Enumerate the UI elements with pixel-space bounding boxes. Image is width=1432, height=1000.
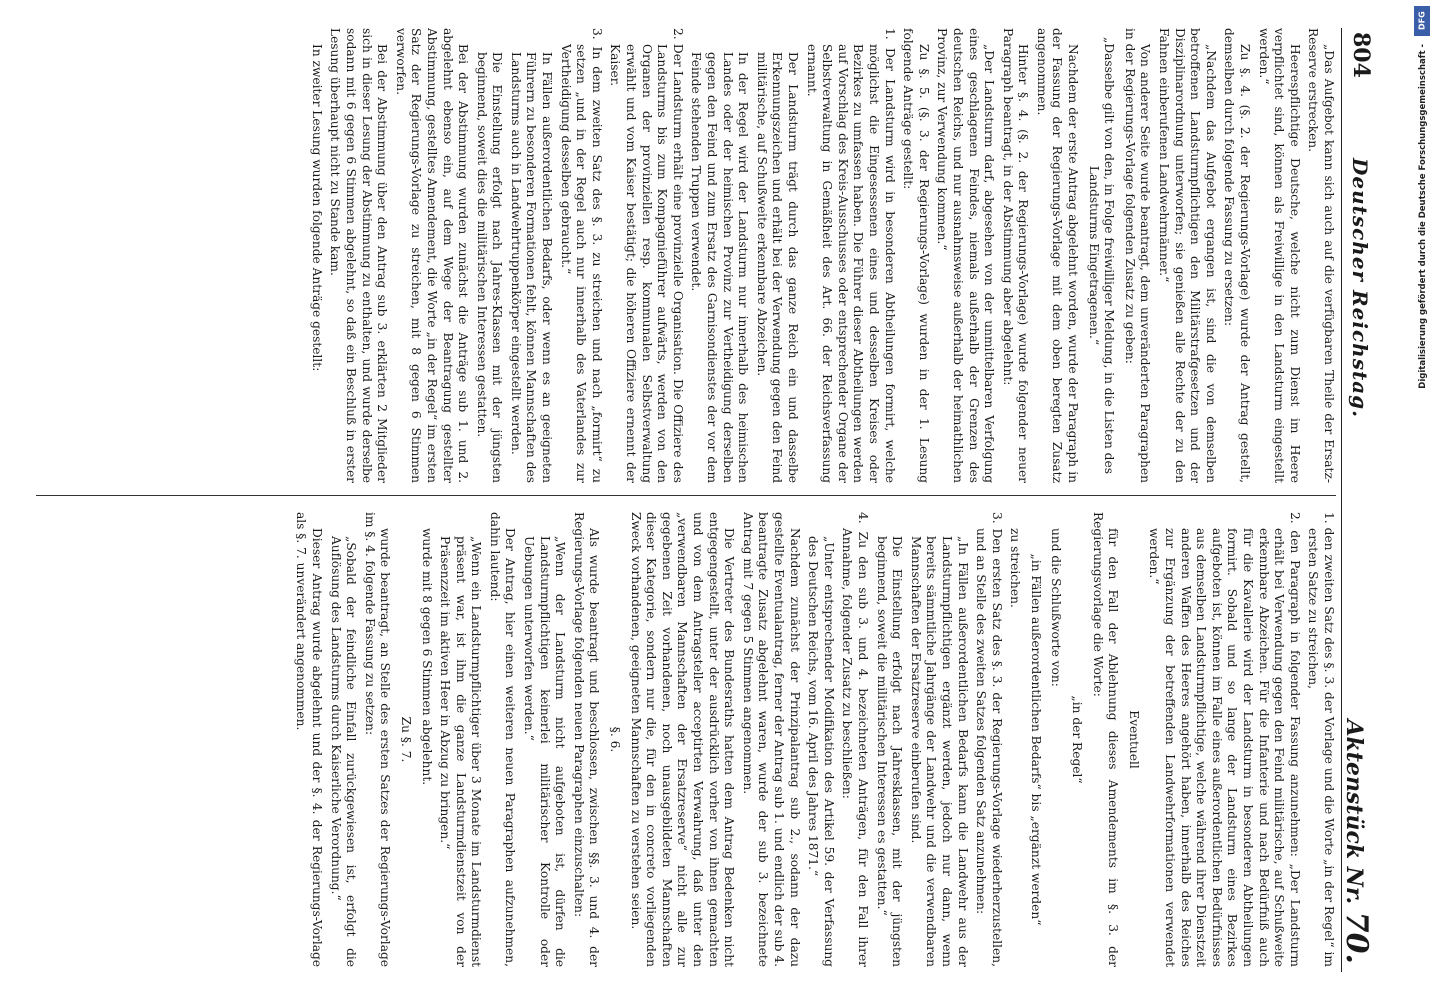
right-column-paragraph: wurde mit 8 gegen 6 Stimmen abgelehnt. [419,528,434,786]
right-column-paragraph: „Unter entsprechender Modifikation des Artikel 59. der Verfassung des Deutschen Reichs, vom 16. April des Jahres 1871.“ [806,536,836,967]
left-column-paragraph: „Das Aufgebot kann sich auch auf die verfügbaren Theile der Ersatz-Reserve erstrecken. [1306,28,1336,483]
left-column-paragraph: 1. Der Landsturm wird in besonderen Abtheilungen formirt, welche möglichst die Eingesessenen eines und desselben Kreises oder Bezirkes zu umfassen haben. Die Führer dieser Abtheilungen werden auf Vorschlag des Kreis-Ausschusses oder entsprechender Organe der Selbstverwaltung in Gemäßheit des Art. 66. der Reichsverfassung ernannt. [804,28,897,483]
right-column-paragraph: für den Fall der Ablehnung dieses Amendements im §. 3. der Regierungsvorlage die Worte: [1090,512,1121,967]
right-column-paragraph: Zu §. 7. [398,716,413,763]
right-column-paragraph: 4. Zu den sub 3. und 4. bezeichneten Anträgen, für den Fall ihrer Annahme, folgender Zusatz zu beschließen: [840,512,870,967]
right-column [36,512,1336,967]
left-column-paragraph: Heerespflichtige Deutsche, welche nicht zum Dienst im Heere verpflichtet sind, können als Freiwillige in den Landsturm eingestellt werden.“ [1256,28,1302,483]
left-column-paragraph: Nachdem der erste Antrag abgelehnt worden, wurde der Paragraph in der Fassung der Regierungs-Vorlage mit dem oben beregten Zusatz angenommen. [1034,28,1081,483]
right-column-paragraph: Eventuell [1126,710,1141,769]
column-divider [36,495,1336,496]
left-column-paragraph: „Dasselbe gilt von den, in Folge freiwilliger Meldung, in die Listen des Landsturms Eingetragenen.“ [1086,37,1117,474]
right-column-paragraph: Die Vertreter des Bundesraths hatten dem Antrag Bedenken nicht entgegengestellt, unter der ausdrücklich vorher von ihnen gemachten und von dem Antragsteller acceptirten Verwahrung, daß unter den „verwendbaren Mannschaften der Ersatzreserve“ nicht alle zur gegebenen Zeit vorhandenen, noch unausgebildeten Mannschaften dieser Kategorie, sondern nur die, für den in concreto vorliegenden Zweck vorhandenen, geeigneten Mannschaften zu verstehen seien. [628,512,737,967]
right-column-paragraph: „Wenn der Landsturm nicht aufgeboten ist, dürfen die Landsturmpflichtigen keinerlei militärischer Kontrolle oder Uebungen unterworfen werden.“ [522,536,568,967]
left-column-paragraph: 2. Der Landsturm erhält eine provinzielle Organisation. Die Offiziere des Landsturms bis zum Kompagnieführer aufwärts, werden von den Organen der provinziellen resp. kommunalen Selbstverwaltung erwählt und vom Kaiser bestätigt; die höheren Offiziere ernennt der Kaiser. [608,28,685,483]
page-number: 804 [1348,32,1374,78]
right-column-paragraph: zu streichen. [1008,528,1023,608]
right-column-paragraph: „in Fällen außerordentlichen Bedarfs“ bis „ergänzt werden“ [1028,553,1043,926]
right-column-paragraph: „Wenn ein Landsturmpflichtiger über 3 Monate im Landsturmdienst präsent war, ist ihm die ganze Landsturmdienstzeit von der Präsenzzeit im aktiven Heer in Abzug zu bringen.“ [438,536,484,967]
right-column-paragraph: Nachdem zunächst der Prinzipalantrag sub 2., sodann der dazu gestellte Eventualantrag, ferner der Antrag sub 1. und endlich der sub 4. beantragte Zusatz abgelehnt waren, wurde der sub 3. bezeichnete Antrag mit 7 gegen 5 Stimmen angenommen. [740,512,802,967]
left-column-paragraph: „Nachdem das Aufgebot ergangen ist, sind die von demselben betroffenen Landsturmpflichtigen den Militärstrafgesetzen und der Disziplinarordnung unterworfen; sie genießen alle Rechte der zu den Fahnen einberufenen Landwehrmänner.“ [1157,28,1218,483]
right-column-paragraph: Als wurde beantragt und beschlossen, zwischen §§. 3. und 4. der Regierungs-Vorlage folgenden neuen Paragraphen einzuschalten: [571,512,602,967]
right-column-paragraph: und die Schlußworte von: [1049,528,1064,687]
right-column-paragraph: Dieser Antrag wurde abgelehnt und der §. 4. der Regierungs-Vorlage als §. 7. unverändert angenommen. [294,512,324,967]
dfg-logo-badge: DFG [1414,6,1430,36]
left-column-paragraph: Hinter §. 4. (§. 2. der Regierungs-Vorlage) wurde folgender neuer Paragraph beantragt, in der Abstimmung aber abgelehnt: [1000,28,1031,483]
right-column-paragraph: „In Fällen außerordentlichen Bedarfs kann die Landwehr aus der Landsturmpflichtigen ergänzt werden, jedoch nur dann, wenn bereits sämmtliche Jahrgänge der Landwehr und die verwendbaren Mannschaften der Ersatzreserve einberufen sind. [908,536,970,967]
right-column-paragraph: „in der Regel“ [1070,695,1085,784]
publication-title: Deutscher Reichstag. [1348,158,1372,419]
right-column-paragraph: 1. den zweiten Satz des §. 3. der Vorlage und die Worte „in der Regel“ im ersten Satze zu streichen, [1306,512,1336,967]
left-column-paragraph: Von anderer Seite wurde beantragt, dem unveränderten Paragraphen in der Regierungs-Vorlage folgenden Zusatz zu geben: [1122,28,1153,483]
right-column-paragraph: „Sobald der feindliche Einfall zurückgewiesen ist, erfolgt die Auflösung des Landsturms durch Kaiserliche Verordnung.“ [328,536,359,967]
left-column-paragraph: Der Landsturm trägt durch das ganze Reich ein und dasselbe Erkennungszeichen und erhält bei der Verwendung gegen den Feind militärische, auf Schußweite erkennbare Abzeichen. [754,52,800,483]
left-column-paragraph: 3. In dem zweiten Satz des §. 3. zu streichen und nach „formirt“ zu setzen „und in der Regel auch nur innerhalb des Vaterlandes zur Vertheidigung desselben gebraucht.“ [558,28,604,483]
right-column-paragraph: wurde beantragt, an Stelle des ersten Satzes der Regierungs-Vorlage im §. 4. folgende Fassung zu setzen: [362,512,393,967]
left-column-paragraph: Bei der Abstimmung wurden zunächst die Anträge sub 1. und 2. abgelehnt ebenso ein, auf dem Wege der Beantragung gestellter Abstimmung, gestelltes Amendement, die Worte „in der Regel“ im ersten Satz der Regierungs-Vorlage zu streichen, mit 8 gegen 6 Stimmen verworfen. [393,28,471,483]
dfg-stamp [1412,0,1432,1000]
left-column-paragraph: Bei der Abstimmung über den Antrag sub 3. erklärten 2 Mitglieder sich in dieser Lesung der Abstimmung zu enthalten, und wurde derselbe sodann mit 6 gegen 6 Stimmen abgelehnt, so daß ein Beschluß in erster Lesung überhaupt nicht zu Stande kam. [328,28,390,483]
right-column-paragraph: Die Einstellung erfolgt nach Jahresklassen, mit der jüngsten beginnend, soweit die militärischen Interessen es gestatten.“ [874,536,905,967]
right-column-paragraph: §. 6. [608,726,623,753]
right-column-paragraph: 2. den Paragraph in folgender Fassung anzunehmen: „Der Landsturm erhält bei Verwendung gegen den Feind militärische, auf Schußweite erkennbare Abzeichen. Für die Infanterie und nach Bedürfniß auch für die Kavallerie wird der Landsturm in besonderen Abtheilungen formirt. Sobald und so lange der Landsturm eines Bezirkes aufgeboten ist, können im Falle eines außerordentlichen Bedürfnisses aus demselben Landsturmpflichtige, welche während ihrer Dienstzeit anderen Waffen des Heeres angehört haben, innerhalb des Reiches zur Ergänzung der betreffenden Landwehrformationen verwendet werden.“ [1147,512,1302,967]
left-column-paragraph: Zu §. 4. (§. 2. der Regierungs-Vorlage) wurde der Antrag gestellt, demselben durch folgende Fassung zu ersetzen: [1222,28,1253,483]
left-column-paragraph: Zu §. 5. (§. 3. der Regierungs-Vorlage) wurden in der 1. Lesung folgende Anträge gestellt: [901,28,931,483]
left-column-paragraph: Die Einstellung erfolgt nach Jahres-Klassen mit der jüngsten beginnend, soweit dies die militärischen Interessen gestatten. [474,52,505,483]
left-column-paragraph: In Fällen außerordentlichen Bedarfs, oder wenn es an geeigneten Führern zu besonderen Formationen fehlt, können Mannschaften des Landsturms auch in Landwehrtruppenkörper eingestellt werden. [508,52,555,483]
right-column-paragraph: Der Antrag, hier einen weiteren neuen Paragraphen aufzunehmen, dahin lautend: [487,512,518,967]
right-column-paragraph: 3. Den ersten Satz des §. 3. der Regierungs-Vorlage wiederherzustellen, und an Stelle des zweiten Satzes folgenden Satz anzunehmen: [974,512,1004,967]
document-number-value: 70. [1339,911,1374,964]
document-label: Aktenstück Nr. [1341,719,1367,905]
page-header [1341,28,1378,972]
left-column [36,28,1336,483]
left-column-paragraph: In der Regel wird der Landsturm nur innerhalb des heimischen Landes oder der heimischen Provinz zur Vertheidigung derselben gegen den Feind und zum Ersatz des Garnisondienstes der vor dem Feinde stehenden Truppen verwendet. [689,52,751,483]
dfg-funding-note: Digitalisierung gefördert durch die Deutsche Forschungsgemeinschaft - [1418,44,1428,389]
document-number [1339,719,1374,964]
left-column-paragraph: In zweiter Lesung wurden folgende Anträge gestellt: [309,44,324,372]
left-column-paragraph: „Der Landsturm darf, abgesehen von der unmittelbaren Verfolgung eines geschlagenen Feindes, niemals außerhalb der Grenzen des deutschen Reichs, und nur ausnahmsweise außerhalb der heimathlichen Provinz, zur Verwendung kommen.“ [935,28,997,483]
